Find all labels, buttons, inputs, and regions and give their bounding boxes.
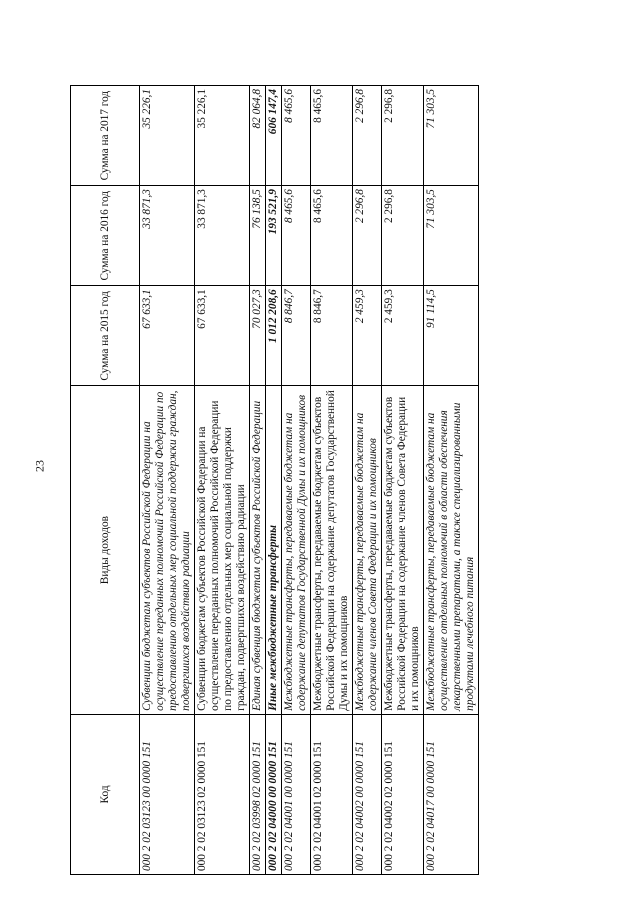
budget-income-table [70,85,479,875]
row-sum-2015: 2 459,3 [382,286,424,386]
row-income-type: Межбюджетные трансферты, передаваемые бюджетам субъектов Российской Федерации на содержание депутатов Государственной Думы и их помощников [311,386,353,714]
table-body [140,86,479,875]
row-sum-2016: 33 871,3 [195,186,250,286]
table-row [424,86,479,875]
table-row [266,86,282,875]
table-row [195,86,250,875]
row-code: 000 2 02 03123 00 0000 151 [140,714,195,874]
row-sum-2015: 1 012 208,6 [266,286,282,386]
header-sum-2015: Сумма на 2015 год [71,286,140,386]
row-income-type: Субвенции бюджетам субъектов Российской Федерации на осуществление переданных полномочий Российской Федерации по предоставлению отдельных мер социальной поддержки граждан, подвергшихся воздействию радиации [140,386,195,714]
row-sum-2016: 8 465,6 [311,186,353,286]
row-sum-2015: 8 846,7 [311,286,353,386]
row-sum-2017: 71 303,5 [424,86,479,186]
row-income-type: Межбюджетные трансферты, передаваемые бюджетам на осуществление отдельных полномочий в области обеспечения лекарственными препаратами, а также специализированными продуктами лечебного питания [424,386,479,714]
row-code: 000 2 02 03123 02 0000 151 [195,714,250,874]
row-income-type: Межбюджетные трансферты, передаваемые бюджетам на содержание членов Совета Федерации и их помощников [353,386,382,714]
header-sum-2016: Сумма на 2016 год [71,186,140,286]
row-income-type: Иные межбюджетные трансферты [266,386,282,714]
row-sum-2017: 82 064,8 [250,86,266,186]
header-sum-2017: Сумма на 2017 год [71,86,140,186]
row-sum-2017: 606 147,4 [266,86,282,186]
table-row [353,86,382,875]
row-sum-2017: 8 465,6 [282,86,311,186]
row-income-type: Межбюджетные трансферты, передаваемые бюджетам на содержание депутатов Государственной Думы и их помощников [282,386,311,714]
row-sum-2016: 8 465,6 [282,186,311,286]
row-code: 000 2 02 04001 02 0000 151 [311,714,353,874]
row-income-type: Субвенции бюджетам субъектов Российской Федерации на осуществление переданных полномочий Российской Федерации по предоставлению отдельных мер социальной поддержки граждан, подвергшихся воздействию радиации [195,386,250,714]
row-sum-2016: 71 303,5 [424,186,479,286]
header-code: Код [71,714,140,874]
row-code: 000 2 02 04017 00 0000 151 [424,714,479,874]
row-sum-2015: 8 846,7 [282,286,311,386]
table-row [282,86,311,875]
row-sum-2016: 2 296,8 [353,186,382,286]
row-sum-2017: 2 296,8 [382,86,424,186]
row-code: 000 2 02 04000 00 0000 151 [266,714,282,874]
table-row [382,86,424,875]
table-row [250,86,266,875]
row-sum-2017: 35 226,1 [195,86,250,186]
row-sum-2015: 91 114,5 [424,286,479,386]
row-sum-2017: 35 226,1 [140,86,195,186]
row-sum-2015: 67 633,1 [195,286,250,386]
row-code: 000 2 02 03998 02 0000 151 [250,714,266,874]
row-sum-2015: 70 027,3 [250,286,266,386]
header-income-type: Виды доходов [71,386,140,714]
table-row [140,86,195,875]
row-sum-2017: 2 296,8 [353,86,382,186]
row-code: 000 2 02 04001 00 0000 151 [282,714,311,874]
row-income-type: Единая субвенция бюджетам субъектов Российской Федерации [250,386,266,714]
table-row [311,86,353,875]
row-sum-2015: 2 459,3 [353,286,382,386]
page-number: 23 [32,460,47,472]
row-sum-2016: 2 296,8 [382,186,424,286]
row-sum-2016: 33 871,3 [140,186,195,286]
row-code: 000 2 02 04002 02 0000 151 [382,714,424,874]
row-sum-2016: 76 138,5 [250,186,266,286]
row-sum-2016: 193 521,9 [266,186,282,286]
table-header-row [71,86,140,875]
row-sum-2015: 67 633,1 [140,286,195,386]
row-code: 000 2 02 04002 00 0000 151 [353,714,382,874]
row-income-type: Межбюджетные трансферты, передаваемые бюджетам субъектов Российской Федерации на содержание членов Совета Федерации и их помощников [382,386,424,714]
rotated-table-wrapper [70,85,610,875]
row-sum-2017: 8 465,6 [311,86,353,186]
